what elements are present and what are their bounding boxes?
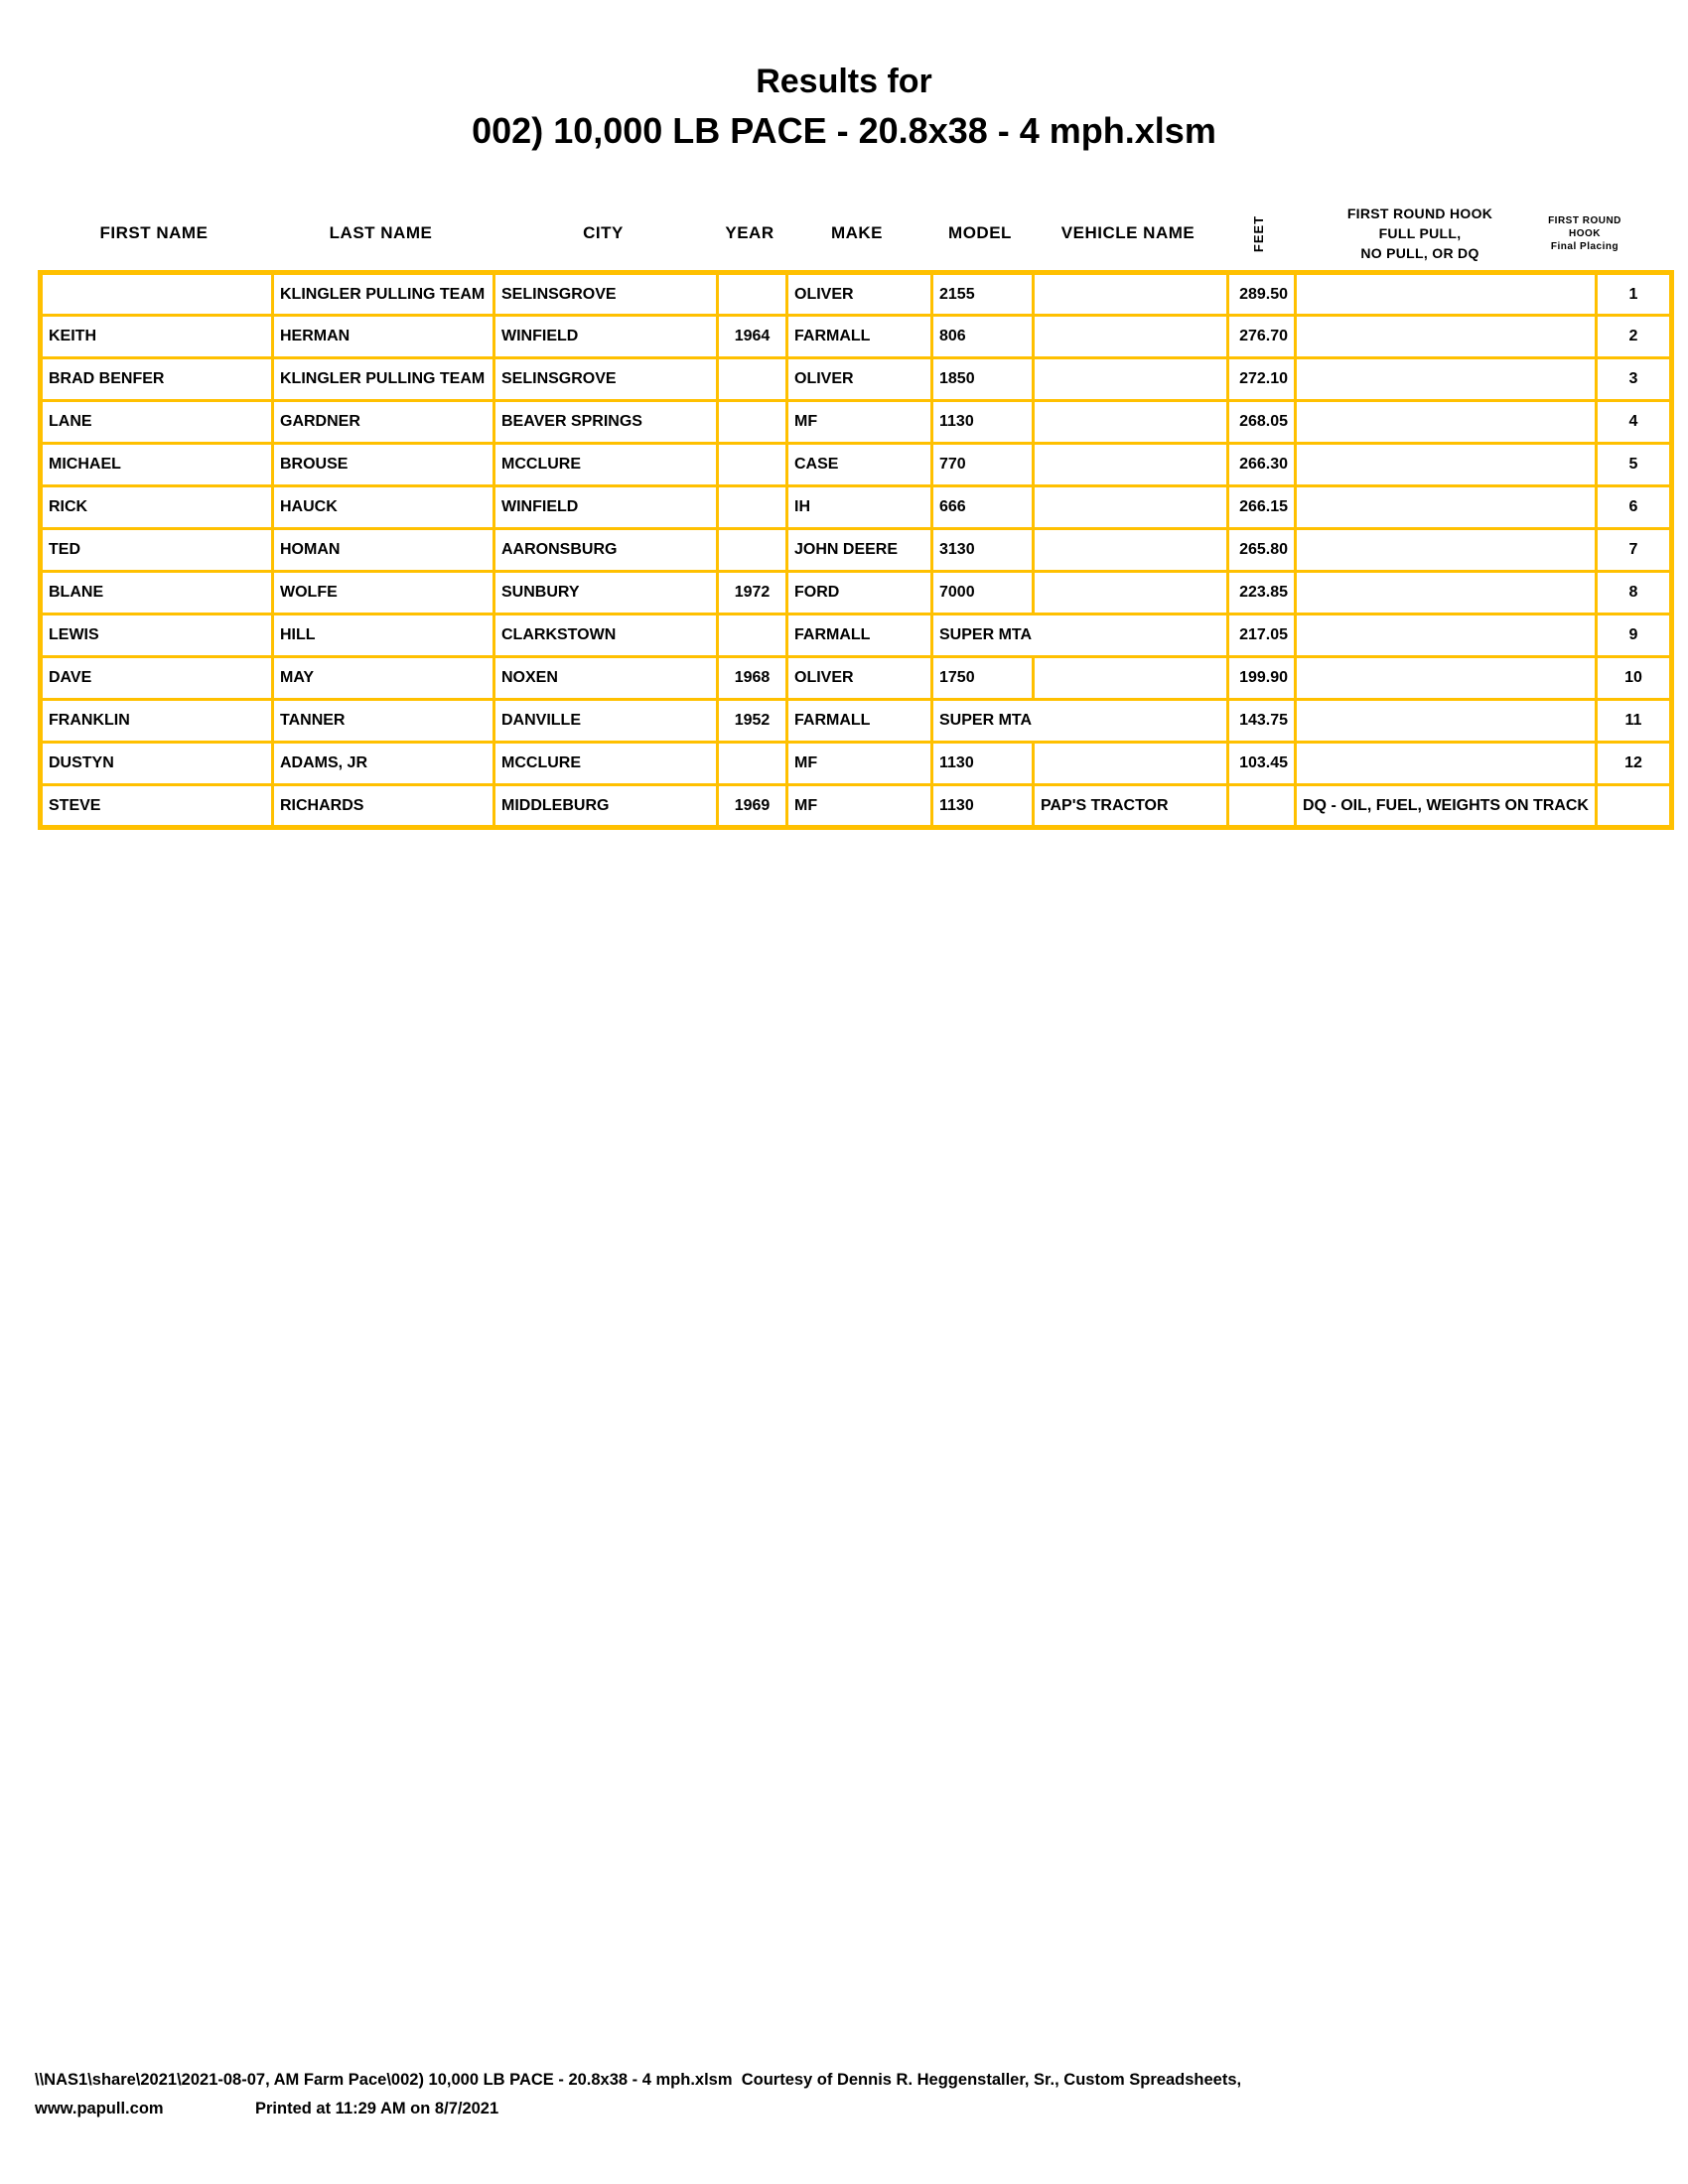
cell-model: 1130 <box>932 785 1034 828</box>
cell-vehicle-name <box>1034 401 1228 444</box>
cell-first-name: DUSTYN <box>41 743 273 785</box>
cell-year <box>718 444 787 486</box>
cell-model: 7000 <box>932 572 1034 614</box>
column-header-first-round-hook <box>1293 204 1547 263</box>
cell-feet: 266.15 <box>1228 486 1296 529</box>
footer-file-path: \\NAS1\share\2021\2021-08-07, AM Farm Pace\002) 10,000 LB PACE - 20.8x38 - 4 mph.xlsm Courtesy of Dennis R. Heggenstaller, Sr., Custom Spreadsheets, <box>35 2071 1242 2089</box>
column-header-year: YEAR <box>725 223 774 242</box>
cell-first-round-hook <box>1296 529 1597 572</box>
cell-last-name: ADAMS, JR <box>273 743 494 785</box>
table-row <box>41 358 1672 401</box>
cell-last-name: HAUCK <box>273 486 494 529</box>
cell-final-placing: 4 <box>1596 401 1671 444</box>
cell-first-name: LANE <box>41 401 273 444</box>
cell-year: 1968 <box>718 657 787 700</box>
cell-final-placing <box>1596 785 1671 828</box>
cell-make: OLIVER <box>787 657 932 700</box>
table-row <box>41 743 1672 785</box>
cell-year: 1969 <box>718 785 787 828</box>
cell-make: JOHN DEERE <box>787 529 932 572</box>
placing-header-line: FIRST ROUND <box>1548 214 1621 226</box>
cell-vehicle-name <box>1034 743 1228 785</box>
cell-model: 2155 <box>932 273 1034 316</box>
cell-feet: 103.45 <box>1228 743 1296 785</box>
cell-first-name: TED <box>41 529 273 572</box>
cell-first-round-hook <box>1296 572 1597 614</box>
cell-vehicle-name <box>1034 316 1228 358</box>
cell-city: BEAVER SPRINGS <box>494 401 718 444</box>
table-row <box>41 444 1672 486</box>
cell-last-name: MAY <box>273 657 494 700</box>
cell-first-round-hook <box>1296 700 1597 743</box>
cell-first-name: BLANE <box>41 572 273 614</box>
cell-final-placing: 1 <box>1596 273 1671 316</box>
cell-year <box>718 743 787 785</box>
table-row <box>41 273 1672 316</box>
cell-make: MF <box>787 743 932 785</box>
cell-city: SELINSGROVE <box>494 273 718 316</box>
cell-city: MIDDLEBURG <box>494 785 718 828</box>
cell-feet: 199.90 <box>1228 657 1296 700</box>
table-row <box>41 401 1672 444</box>
cell-final-placing: 12 <box>1596 743 1671 785</box>
cell-vehicle-name <box>1034 529 1228 572</box>
table-row <box>41 785 1672 828</box>
cell-city: NOXEN <box>494 657 718 700</box>
table-row <box>41 316 1672 358</box>
cell-first-round-hook <box>1296 401 1597 444</box>
cell-first-round-hook <box>1296 358 1597 401</box>
cell-first-name: KEITH <box>41 316 273 358</box>
cell-city: MCCLURE <box>494 444 718 486</box>
cell-first-name: DAVE <box>41 657 273 700</box>
cell-year <box>718 486 787 529</box>
cell-vehicle-name <box>1034 572 1228 614</box>
cell-city: MCCLURE <box>494 743 718 785</box>
cell-first-name <box>41 273 273 316</box>
cell-model: 1130 <box>932 401 1034 444</box>
cell-last-name: HERMAN <box>273 316 494 358</box>
cell-model: 770 <box>932 444 1034 486</box>
cell-city: SUNBURY <box>494 572 718 614</box>
cell-make: FARMALL <box>787 316 932 358</box>
feet-rotated-label: FEET <box>1251 214 1267 252</box>
cell-first-name: MICHAEL <box>41 444 273 486</box>
cell-first-round-hook: DQ - OIL, FUEL, WEIGHTS ON TRACK <box>1296 785 1597 828</box>
cell-vehicle-name <box>1034 657 1228 700</box>
cell-last-name: WOLFE <box>273 572 494 614</box>
cell-model: SUPER MTA <box>932 700 1228 743</box>
table-row <box>41 700 1672 743</box>
cell-first-name: BRAD BENFER <box>41 358 273 401</box>
cell-make: OLIVER <box>787 273 932 316</box>
cell-final-placing: 5 <box>1596 444 1671 486</box>
column-header-model: MODEL <box>948 223 1012 242</box>
cell-feet <box>1228 785 1296 828</box>
footer-website: www.papull.com <box>35 2100 164 2117</box>
cell-last-name: BROUSE <box>273 444 494 486</box>
cell-vehicle-name <box>1034 273 1228 316</box>
cell-feet: 268.05 <box>1228 401 1296 444</box>
column-header-feet <box>1225 197 1293 270</box>
cell-last-name: RICHARDS <box>273 785 494 828</box>
cell-first-round-hook <box>1296 444 1597 486</box>
cell-first-name: FRANKLIN <box>41 700 273 743</box>
cell-first-name: RICK <box>41 486 273 529</box>
report-subtitle-filename: 002) 10,000 LB PACE - 20.8x38 - 4 mph.xlsm <box>472 110 1216 151</box>
cell-final-placing: 6 <box>1596 486 1671 529</box>
cell-model: SUPER MTA <box>932 614 1228 657</box>
cell-feet: 289.50 <box>1228 273 1296 316</box>
column-header-make: MAKE <box>830 223 884 242</box>
table-row <box>41 572 1672 614</box>
cell-final-placing: 3 <box>1596 358 1671 401</box>
cell-first-name: STEVE <box>41 785 273 828</box>
placing-header-line: HOOK <box>1569 227 1601 239</box>
cell-year: 1964 <box>718 316 787 358</box>
cell-year: 1972 <box>718 572 787 614</box>
footer-line-2 <box>35 2098 1241 2119</box>
cell-vehicle-name <box>1034 444 1228 486</box>
cell-year <box>718 529 787 572</box>
cell-final-placing: 7 <box>1596 529 1671 572</box>
cell-model: 1750 <box>932 657 1034 700</box>
cell-year <box>718 614 787 657</box>
cell-model: 3130 <box>932 529 1034 572</box>
cell-last-name: KLINGLER PULLING TEAM <box>273 358 494 401</box>
cell-model: 1130 <box>932 743 1034 785</box>
cell-first-name: LEWIS <box>41 614 273 657</box>
hook-header-line: FULL PULL, <box>1378 225 1462 241</box>
table-row <box>41 657 1672 700</box>
cell-first-round-hook <box>1296 657 1597 700</box>
cell-feet: 143.75 <box>1228 700 1296 743</box>
column-header-first-name: FIRST NAME <box>99 223 209 242</box>
cell-year <box>718 358 787 401</box>
cell-final-placing: 9 <box>1596 614 1671 657</box>
cell-last-name: KLINGLER PULLING TEAM <box>273 273 494 316</box>
column-header-vehicle-name: VEHICLE NAME <box>1060 223 1196 242</box>
cell-model: 1850 <box>932 358 1034 401</box>
table-row <box>41 614 1672 657</box>
cell-city: CLARKSTOWN <box>494 614 718 657</box>
cell-final-placing: 8 <box>1596 572 1671 614</box>
cell-city: WINFIELD <box>494 316 718 358</box>
cell-vehicle-name <box>1034 486 1228 529</box>
cell-year: 1952 <box>718 700 787 743</box>
cell-city: WINFIELD <box>494 486 718 529</box>
cell-make: OLIVER <box>787 358 932 401</box>
cell-last-name: TANNER <box>273 700 494 743</box>
cell-feet: 223.85 <box>1228 572 1296 614</box>
table-row <box>41 486 1672 529</box>
cell-last-name: GARDNER <box>273 401 494 444</box>
cell-make: FARMALL <box>787 614 932 657</box>
cell-year <box>718 401 787 444</box>
cell-model: 666 <box>932 486 1034 529</box>
footer-printed-timestamp: Printed at 11:29 AM on 8/7/2021 <box>255 2100 499 2117</box>
cell-make: FARMALL <box>787 700 932 743</box>
cell-vehicle-name: PAP'S TRACTOR <box>1034 785 1228 828</box>
cell-last-name: HOMAN <box>273 529 494 572</box>
column-header-final-placing <box>1547 214 1622 253</box>
cell-last-name: HILL <box>273 614 494 657</box>
hook-header-line: NO PULL, OR DQ <box>1360 245 1479 261</box>
cell-vehicle-name <box>1034 358 1228 401</box>
cell-first-round-hook <box>1296 486 1597 529</box>
cell-city: SELINSGROVE <box>494 358 718 401</box>
cell-make: FORD <box>787 572 932 614</box>
cell-city: AARONSBURG <box>494 529 718 572</box>
cell-final-placing: 2 <box>1596 316 1671 358</box>
cell-first-round-hook <box>1296 743 1597 785</box>
cell-final-placing: 11 <box>1596 700 1671 743</box>
cell-model: 806 <box>932 316 1034 358</box>
hook-header-line: FIRST ROUND HOOK <box>1346 205 1493 221</box>
report-title: Results for <box>756 63 932 100</box>
page-footer <box>35 2069 1241 2119</box>
cell-final-placing: 10 <box>1596 657 1671 700</box>
cell-feet: 217.05 <box>1228 614 1296 657</box>
cell-first-round-hook <box>1296 614 1597 657</box>
cell-make: CASE <box>787 444 932 486</box>
cell-feet: 265.80 <box>1228 529 1296 572</box>
table-header-row <box>38 197 1622 270</box>
cell-year <box>718 273 787 316</box>
cell-make: MF <box>787 401 932 444</box>
cell-feet: 276.70 <box>1228 316 1296 358</box>
cell-first-round-hook <box>1296 316 1597 358</box>
cell-make: MF <box>787 785 932 828</box>
cell-first-round-hook <box>1296 273 1597 316</box>
cell-feet: 272.10 <box>1228 358 1296 401</box>
cell-city: DANVILLE <box>494 700 718 743</box>
column-header-last-name: LAST NAME <box>329 223 433 242</box>
cell-make: IH <box>787 486 932 529</box>
cell-feet: 266.30 <box>1228 444 1296 486</box>
results-table <box>38 270 1674 830</box>
table-row <box>41 529 1672 572</box>
placing-header-line: Final Placing <box>1550 240 1619 252</box>
column-header-city: CITY <box>583 223 624 242</box>
